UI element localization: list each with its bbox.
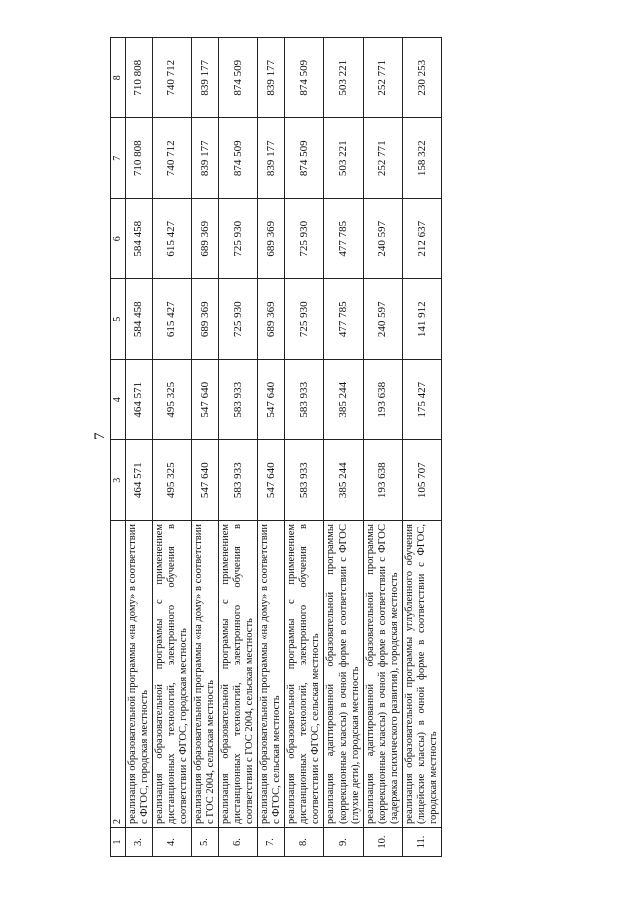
- value-cell: 193 638: [363, 360, 402, 441]
- value-cell: 584 458: [125, 279, 152, 360]
- value-cell: 240 597: [363, 279, 402, 360]
- page-number: 7: [92, 432, 108, 440]
- value-cell: 495 325: [152, 440, 191, 521]
- row-description-cell: реализация образовательной программы «на дому» в соответствии с ФГОС, городская местность: [125, 521, 152, 828]
- row-number-cell: 8.: [285, 828, 324, 857]
- value-cell: 874 509: [285, 38, 324, 119]
- value-cell: 583 933: [285, 440, 324, 521]
- row-description-cell: реализация образовательной программы «на дому» в соответствии с ФГОС, сельская местность: [258, 521, 285, 828]
- header-cell: 8: [111, 38, 126, 119]
- value-cell: 230 253: [402, 38, 441, 119]
- value-cell: 240 597: [363, 199, 402, 280]
- value-cell: 615 427: [152, 199, 191, 280]
- row-description-cell: реализация образовательной программы углубленного обучения (лицейские классы) в очной форме в соответствии с ФГОС, городская местность: [402, 521, 441, 828]
- value-cell: 839 177: [191, 118, 218, 199]
- table-row: [191, 38, 218, 857]
- table-row: [402, 38, 441, 857]
- row-description-cell: реализация образовательной программы с применением дистанционных технологий, электронного обучения в соответствии с ФГОС, сельская местность: [285, 521, 324, 828]
- row-description-cell: реализация адаптированной образовательной программы (коррекционные классы) в очной форме в соответствии с ФГОС (задержка психического развития), городская местность: [363, 521, 402, 828]
- value-cell: 615 427: [152, 279, 191, 360]
- value-cell: 583 933: [218, 360, 257, 441]
- value-cell: 740 712: [152, 38, 191, 119]
- row-number-cell: 6.: [218, 828, 257, 857]
- value-cell: 689 369: [258, 279, 285, 360]
- row-number-cell: 5.: [191, 828, 218, 857]
- value-cell: 477 785: [324, 199, 363, 280]
- table-row: [258, 38, 285, 857]
- value-cell: 503 221: [324, 118, 363, 199]
- value-cell: 689 369: [191, 199, 218, 280]
- table-row: [125, 38, 152, 857]
- rotated-table-container: [110, 37, 555, 857]
- value-cell: 105 707: [402, 440, 441, 521]
- value-cell: 839 177: [258, 38, 285, 119]
- table-row: [363, 38, 402, 857]
- row-number-cell: 3.: [125, 828, 152, 857]
- table-row: [285, 38, 324, 857]
- value-cell: 503 221: [324, 38, 363, 119]
- value-cell: 547 640: [258, 440, 285, 521]
- table-row: [218, 38, 257, 857]
- header-cell: 3: [111, 440, 126, 521]
- row-number-cell: 10.: [363, 828, 402, 857]
- row-number-cell: 7.: [258, 828, 285, 857]
- value-cell: 725 930: [218, 279, 257, 360]
- value-cell: 740 712: [152, 118, 191, 199]
- header-row: [111, 38, 126, 857]
- value-cell: 212 637: [402, 199, 441, 280]
- row-number-cell: 9.: [324, 828, 363, 857]
- value-cell: 158 322: [402, 118, 441, 199]
- value-cell: 584 458: [125, 199, 152, 280]
- value-cell: 710 808: [125, 118, 152, 199]
- value-cell: 252 771: [363, 38, 402, 119]
- row-number-cell: 11.: [402, 828, 441, 857]
- value-cell: 547 640: [191, 360, 218, 441]
- header-cell: 5: [111, 279, 126, 360]
- value-cell: 547 640: [191, 440, 218, 521]
- table-row: [324, 38, 363, 857]
- value-cell: 385 244: [324, 440, 363, 521]
- value-cell: 477 785: [324, 279, 363, 360]
- value-cell: 547 640: [258, 360, 285, 441]
- value-cell: 193 638: [363, 440, 402, 521]
- table-row: [152, 38, 191, 857]
- value-cell: 725 930: [285, 199, 324, 280]
- value-cell: 725 930: [218, 199, 257, 280]
- value-cell: 464 571: [125, 440, 152, 521]
- cost-table: [110, 37, 442, 857]
- value-cell: 252 771: [363, 118, 402, 199]
- value-cell: 689 369: [191, 279, 218, 360]
- value-cell: 689 369: [258, 199, 285, 280]
- value-cell: 141 912: [402, 279, 441, 360]
- value-cell: 385 244: [324, 360, 363, 441]
- value-cell: 583 933: [218, 440, 257, 521]
- row-description-cell: реализация образовательной программы с применением дистанционных технологий, электронного обучения в соответствии с ГОС 2004, сельская местность: [218, 521, 257, 828]
- value-cell: 175 427: [402, 360, 441, 441]
- value-cell: 874 509: [218, 38, 257, 119]
- value-cell: 464 571: [125, 360, 152, 441]
- header-cell: 2: [111, 521, 126, 828]
- value-cell: 725 930: [285, 279, 324, 360]
- header-cell: 1: [111, 828, 126, 857]
- value-cell: 710 808: [125, 38, 152, 119]
- row-description-cell: реализация образовательной программы с применением дистанционных технологий, электронного обучения в соответствии с ФГОС, городская местность: [152, 521, 191, 828]
- row-description-cell: реализация образовательной программы «на дому» в соответствии с ГОС 2004, сельская местность: [191, 521, 218, 828]
- header-cell: 4: [111, 360, 126, 441]
- header-cell: 6: [111, 199, 126, 280]
- value-cell: 839 177: [258, 118, 285, 199]
- value-cell: 874 509: [218, 118, 257, 199]
- row-number-cell: 4.: [152, 828, 191, 857]
- value-cell: 495 325: [152, 360, 191, 441]
- value-cell: 839 177: [191, 38, 218, 119]
- value-cell: 583 933: [285, 360, 324, 441]
- header-cell: 7: [111, 118, 126, 199]
- row-description-cell: реализация адаптированной образовательной программы (коррекционные классы) в очной форме в соответствии с ФГОС (глухие дети), городская местность: [324, 521, 363, 828]
- value-cell: 874 509: [285, 118, 324, 199]
